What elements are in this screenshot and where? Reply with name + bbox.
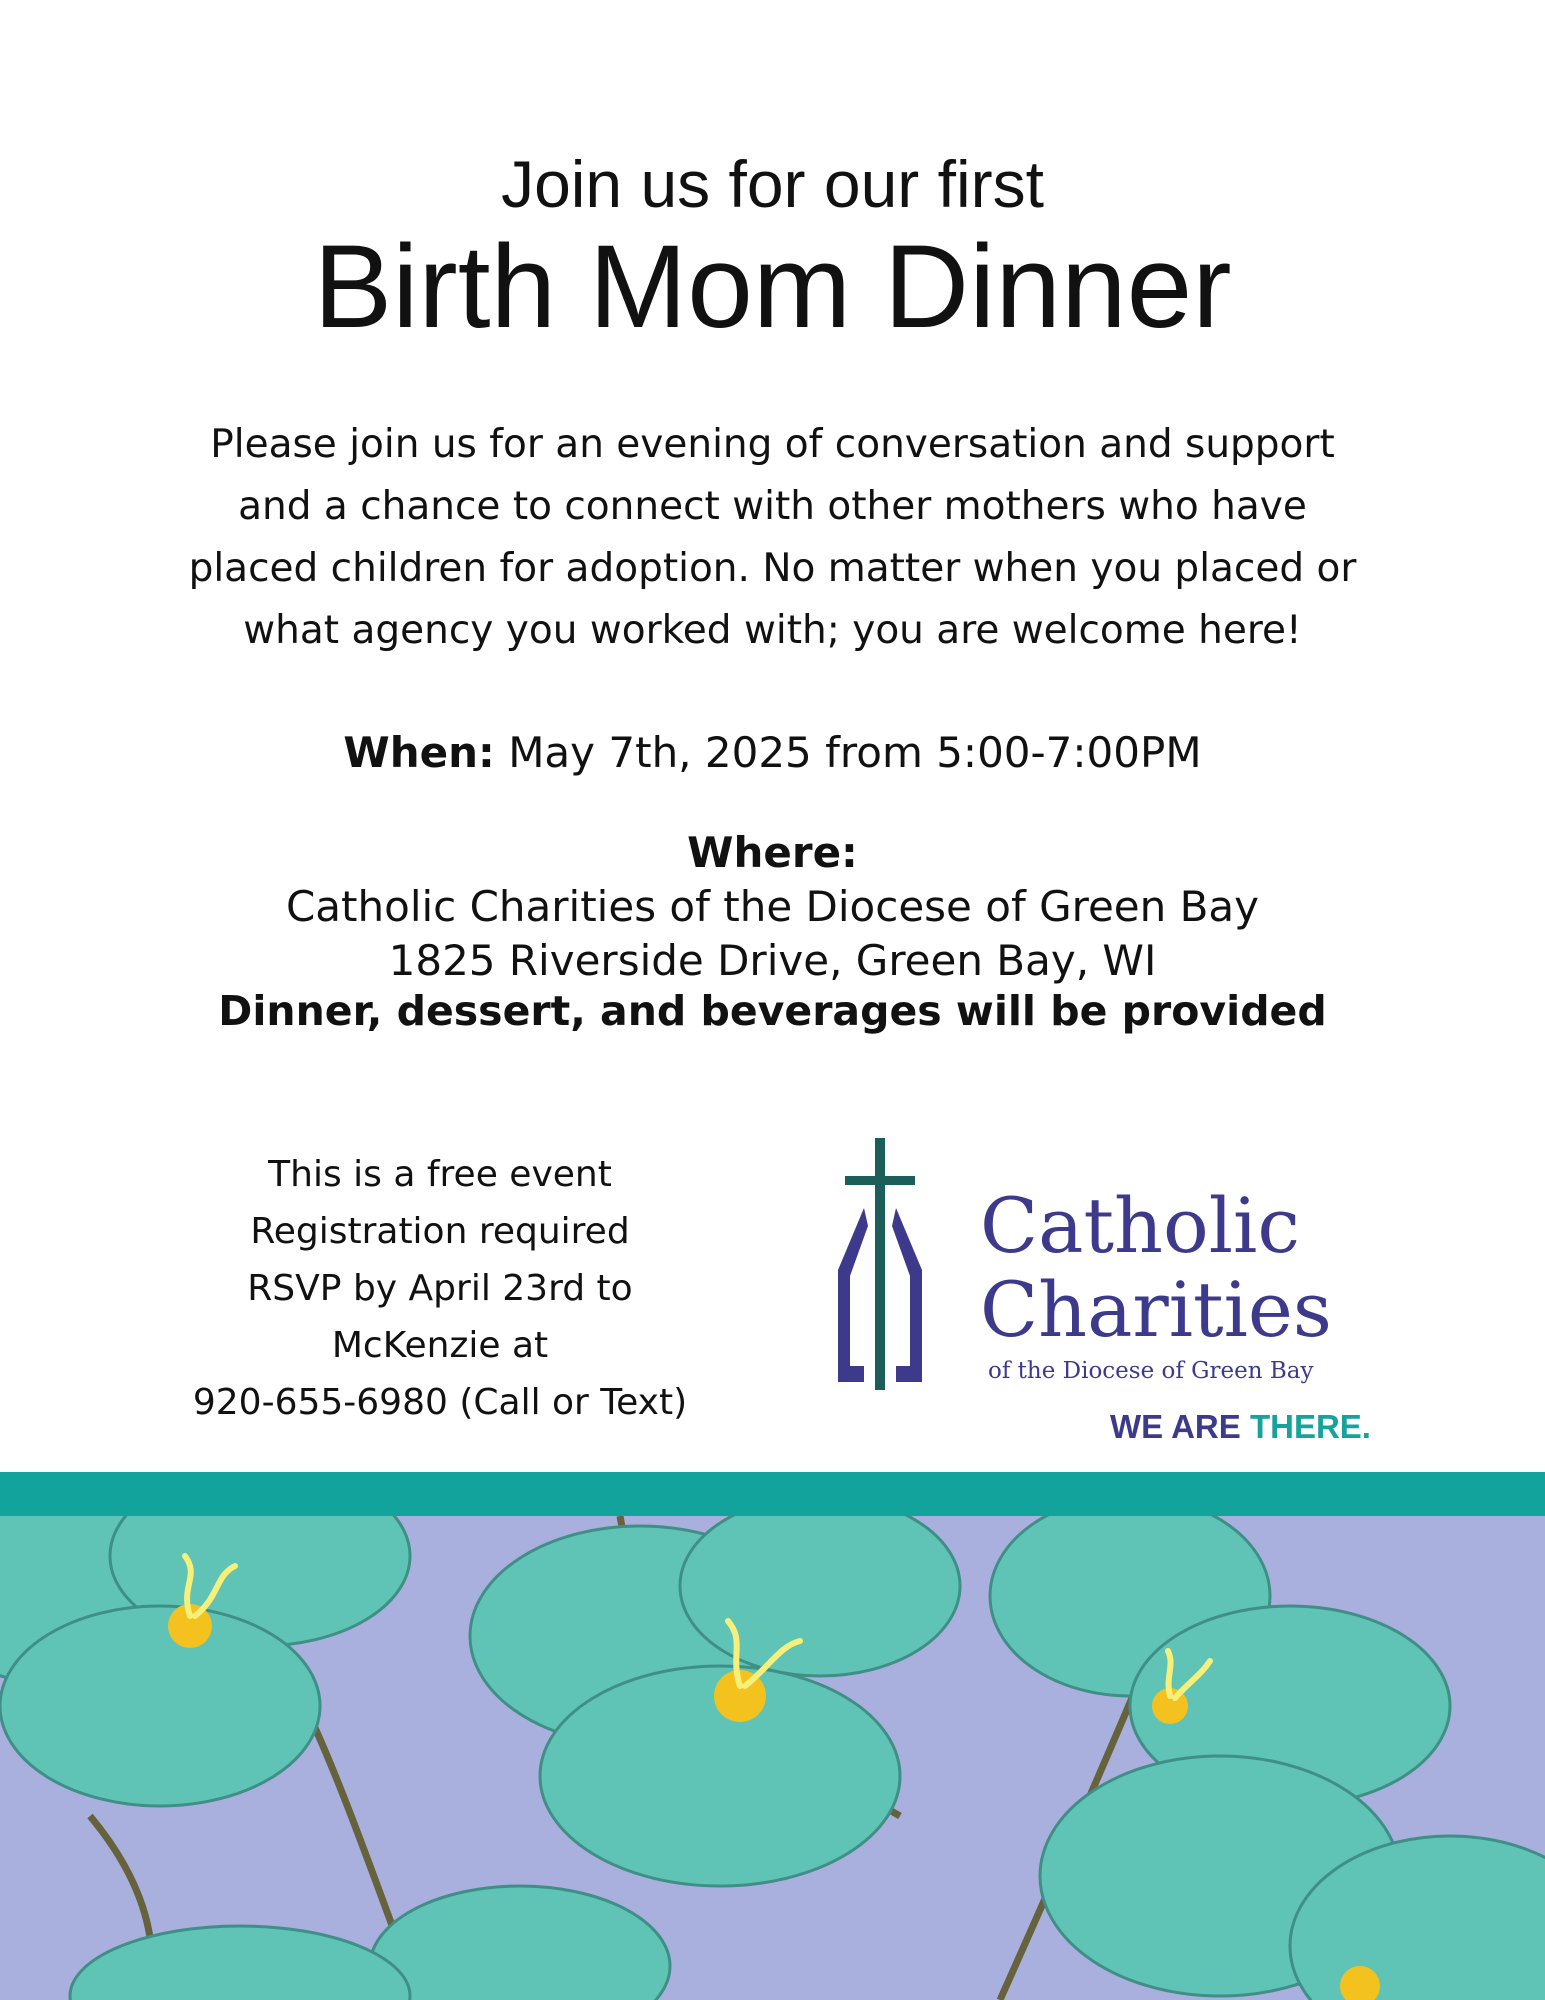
when-label: When: [343,728,495,777]
intro-line: what agency you worked with; you are welcome here! [243,608,1302,653]
intro-line: placed children for adoption. No matter when you placed or [188,546,1357,591]
intro-paragraph [0,414,1545,662]
where-label: Where: [687,828,858,877]
logo-name-line: Charities [980,1265,1332,1354]
rsvp-line: This is a free event [268,1154,612,1195]
where-address: 1825 Riverside Drive, Green Bay, WI [388,936,1157,985]
where-line [0,826,1545,934]
tagline-part: WE ARE [1110,1408,1250,1445]
intro-line: Please join us for an evening of conversation and support [210,422,1335,467]
event-where [0,826,1545,988]
event-when [0,726,1545,780]
rsvp-line: Registration required [250,1211,630,1252]
event-kicker: Join us for our first [501,147,1044,221]
rsvp-line: McKenzie at [331,1325,549,1366]
when-value: May 7th, 2025 from 5:00-7:00PM [494,728,1202,777]
event-title: Birth Mom Dinner [313,221,1232,353]
teal-divider-band [0,1472,1545,1516]
rsvp-line: RSVP by April 23rd to [247,1268,633,1309]
logo-wordmark [980,1181,1332,1354]
logo-tagline [1110,1408,1371,1446]
logo-subtitle: of the Diocese of Green Bay [988,1358,1314,1384]
cross-logo-icon [820,1130,950,1400]
rsvp-phone: 920-655-6980 (Call or Text) [192,1382,688,1423]
where-value: Catholic Charities of the Diocese of Green Bay [285,882,1260,931]
floral-illustration [0,1516,1545,2000]
logo-name-line: Catholic [980,1181,1300,1270]
tagline-part: THERE. [1249,1408,1371,1445]
intro-line: and a chance to connect with other mothers who have [238,484,1307,529]
provided-note: Dinner, dessert, and beverages will be provided [218,987,1327,1035]
catholic-charities-logo [820,1130,1440,1460]
rsvp-block [160,1146,720,1431]
